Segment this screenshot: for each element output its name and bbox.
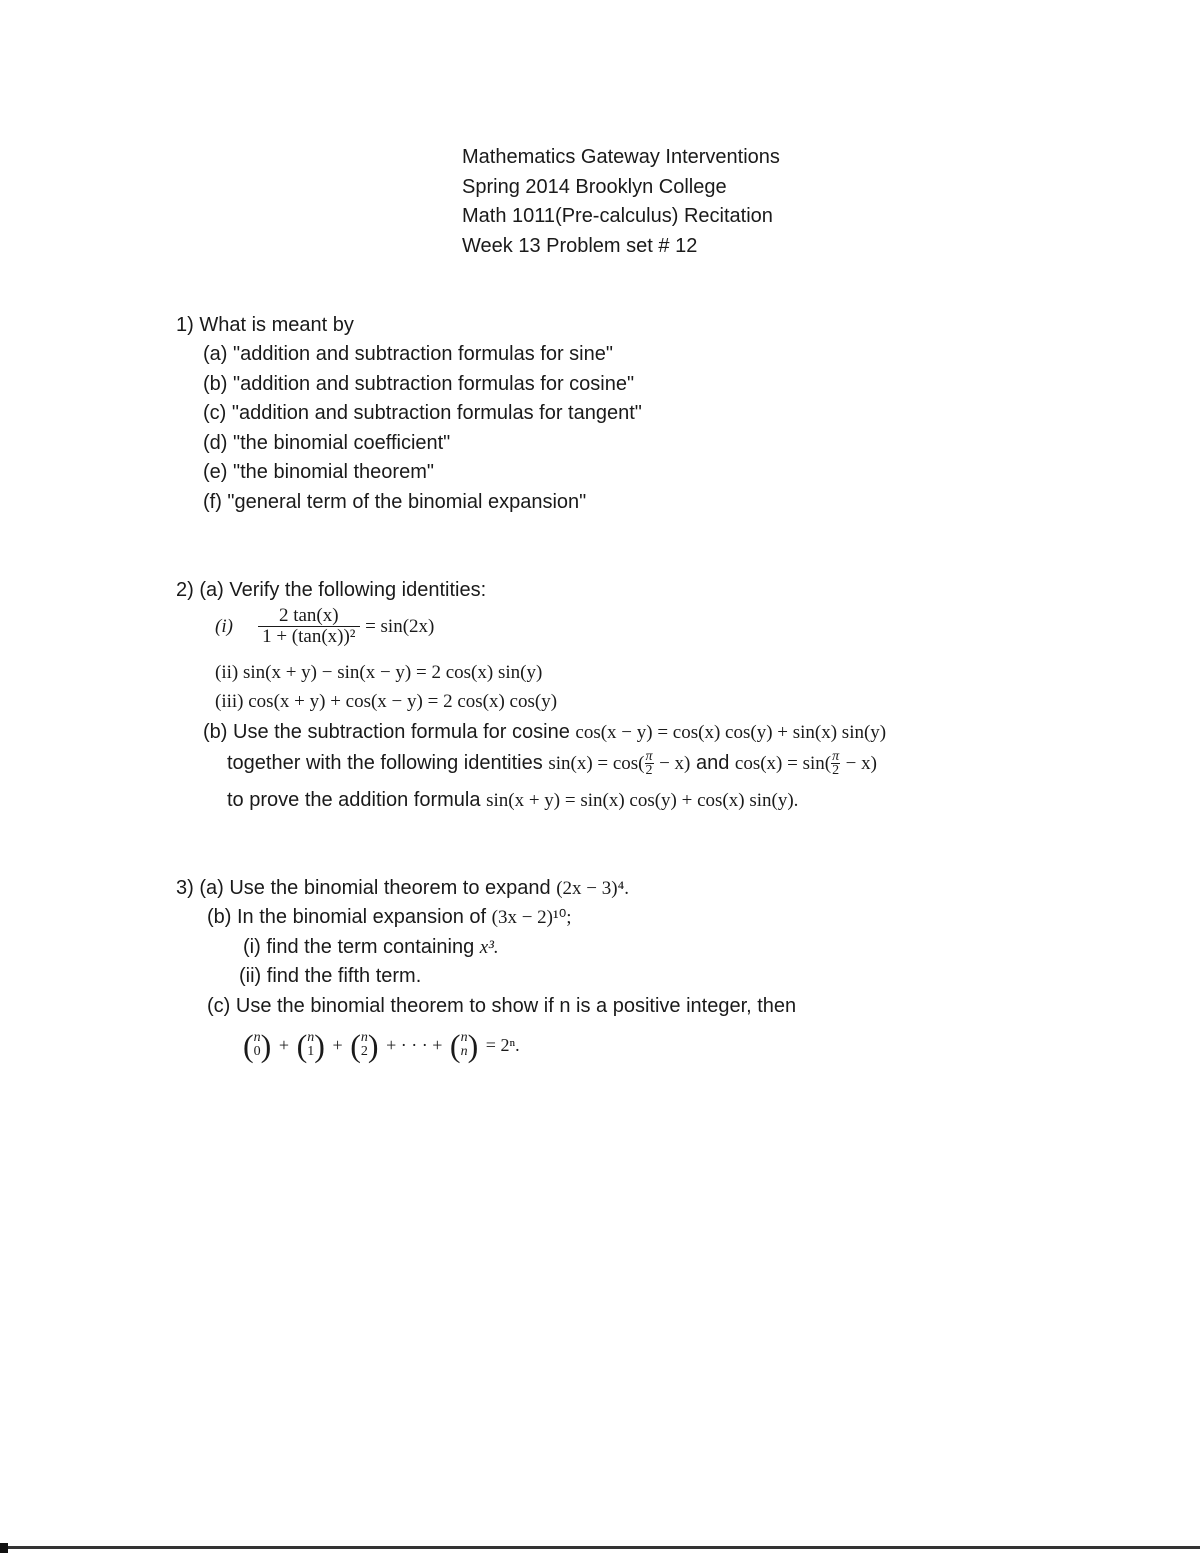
q1-item-c: (c) "addition and subtraction formulas for tangent" — [203, 402, 642, 424]
q2-b2-id2-pre: cos(x) = sin( — [734, 753, 832, 774]
q3-a-formula: (2x − 3)⁴. — [556, 878, 629, 899]
q3-part-a — [176, 876, 629, 901]
q2-part-b-line3 — [227, 788, 798, 813]
ellipsis-plus: + · · · + — [386, 1034, 443, 1055]
q3-a-text: 3) (a) Use the binomial theorem to expand — [176, 877, 551, 899]
q2-i-rhs: = sin(2x) — [365, 616, 435, 637]
q2-b2-pi-over-2-fraction-2 — [831, 750, 840, 777]
binom-1-bottom: 1 — [307, 1044, 315, 1060]
q2-b2-id1-pre: sin(x) = cos( — [548, 753, 645, 774]
q2-b2-pi: π — [645, 749, 653, 765]
q2-b3-text: to prove the addition formula — [227, 789, 481, 811]
binom-n-0: ( n 0 ) — [243, 1027, 272, 1064]
scan-bottom-edge — [0, 1546, 1200, 1549]
q3-binomial-sum — [243, 1024, 522, 1065]
q3-bi-text: (i) find the term containing — [243, 936, 475, 958]
q2-b2-pi-over-2-fraction — [645, 750, 654, 777]
q2-b2-two: 2 — [645, 763, 653, 779]
q2-identity-iii: (iii) cos(x + y) + cos(x − y) = 2 cos(x) cos(y) — [215, 691, 558, 712]
q3-part-c: (c) Use the binomial theorem to show if n is a positive integer, then — [207, 995, 797, 1017]
q2-b3-formula: sin(x + y) = sin(x) cos(y) + cos(x) sin(y). — [486, 790, 799, 811]
document-header — [462, 143, 780, 261]
binom-1-top: n — [307, 1030, 315, 1046]
q1-item-f: (f) "general term of the binomial expansion" — [203, 491, 587, 513]
q2-b-formula: cos(x − y) = cos(x) cos(y) + sin(x) sin(y) — [575, 722, 887, 743]
q2-b-text: (b) Use the subtraction formula for cosine — [203, 721, 570, 743]
q3-bi-formula: x³. — [479, 937, 499, 958]
q2-part-b — [203, 720, 886, 745]
q3-b-formula: (3x − 2)¹⁰; — [491, 907, 572, 928]
binom-2-top: n — [360, 1030, 368, 1046]
header-line-1: Mathematics Gateway Interventions — [462, 146, 780, 168]
plus-sign-1: + — [278, 1034, 290, 1055]
binom-0-top: n — [253, 1030, 261, 1046]
q2-identity-i — [215, 604, 434, 649]
q2-identity-ii: (ii) sin(x + y) − sin(x − y) = 2 cos(x) sin(y) — [215, 662, 543, 683]
q3-part-b-i — [243, 935, 499, 960]
q1-prompt: 1) What is meant by — [176, 314, 354, 336]
q2-b2-id2-post: − x) — [845, 753, 877, 774]
q1-item-b: (b) "addition and subtraction formulas for cosine" — [203, 373, 635, 395]
binom-2-bottom: 2 — [360, 1044, 368, 1060]
q3-part-b-ii: (ii) find the fifth term. — [239, 965, 422, 987]
binom-3-bottom: n — [460, 1044, 468, 1060]
binom-3-top: n — [460, 1030, 468, 1046]
binom-n-2: ( n 2 ) — [350, 1027, 379, 1064]
binom-n-n: ( n n ) — [449, 1027, 479, 1064]
q1-item-e: (e) "the binomial theorem" — [203, 461, 434, 483]
q2-i-label: (i) — [215, 616, 233, 637]
q2-b2-pi-2: π — [832, 749, 840, 765]
q2-b2-and: and — [695, 752, 730, 774]
plus-sign-2: + — [332, 1034, 343, 1055]
binom-0-bottom: 0 — [253, 1044, 261, 1060]
q3-part-b — [207, 905, 572, 930]
binom-n-1: ( n 1 ) — [296, 1027, 325, 1064]
scan-corner-mark — [0, 1543, 8, 1553]
header-line-3: Math 1011(Pre-calculus) Recitation — [462, 205, 773, 227]
q2-b2-two-2: 2 — [832, 763, 840, 779]
q2-part-b-line2 — [227, 747, 877, 780]
header-line-4: Week 13 Problem set # 12 — [462, 234, 698, 257]
q2-i-fraction — [258, 606, 359, 647]
binomial-sum-rhs: = 2ⁿ. — [485, 1034, 520, 1055]
q1-item-a: (a) "addition and subtraction formulas for sine" — [203, 343, 613, 365]
q3-b-text: (b) In the binomial expansion of — [207, 906, 487, 928]
header-line-2: Spring 2014 Brooklyn College — [462, 175, 727, 198]
q2-b2-text: together with the following identities — [227, 752, 543, 774]
q2-i-numerator: 2 tan(x) — [258, 606, 359, 627]
q1-item-d: (d) "the binomial coefficient" — [203, 432, 451, 454]
q2-prompt: 2) (a) Verify the following identities: — [176, 579, 487, 601]
q2-b2-id1-post: − x) — [659, 753, 691, 774]
q2-i-denominator: 1 + (tan(x))² — [262, 626, 356, 648]
